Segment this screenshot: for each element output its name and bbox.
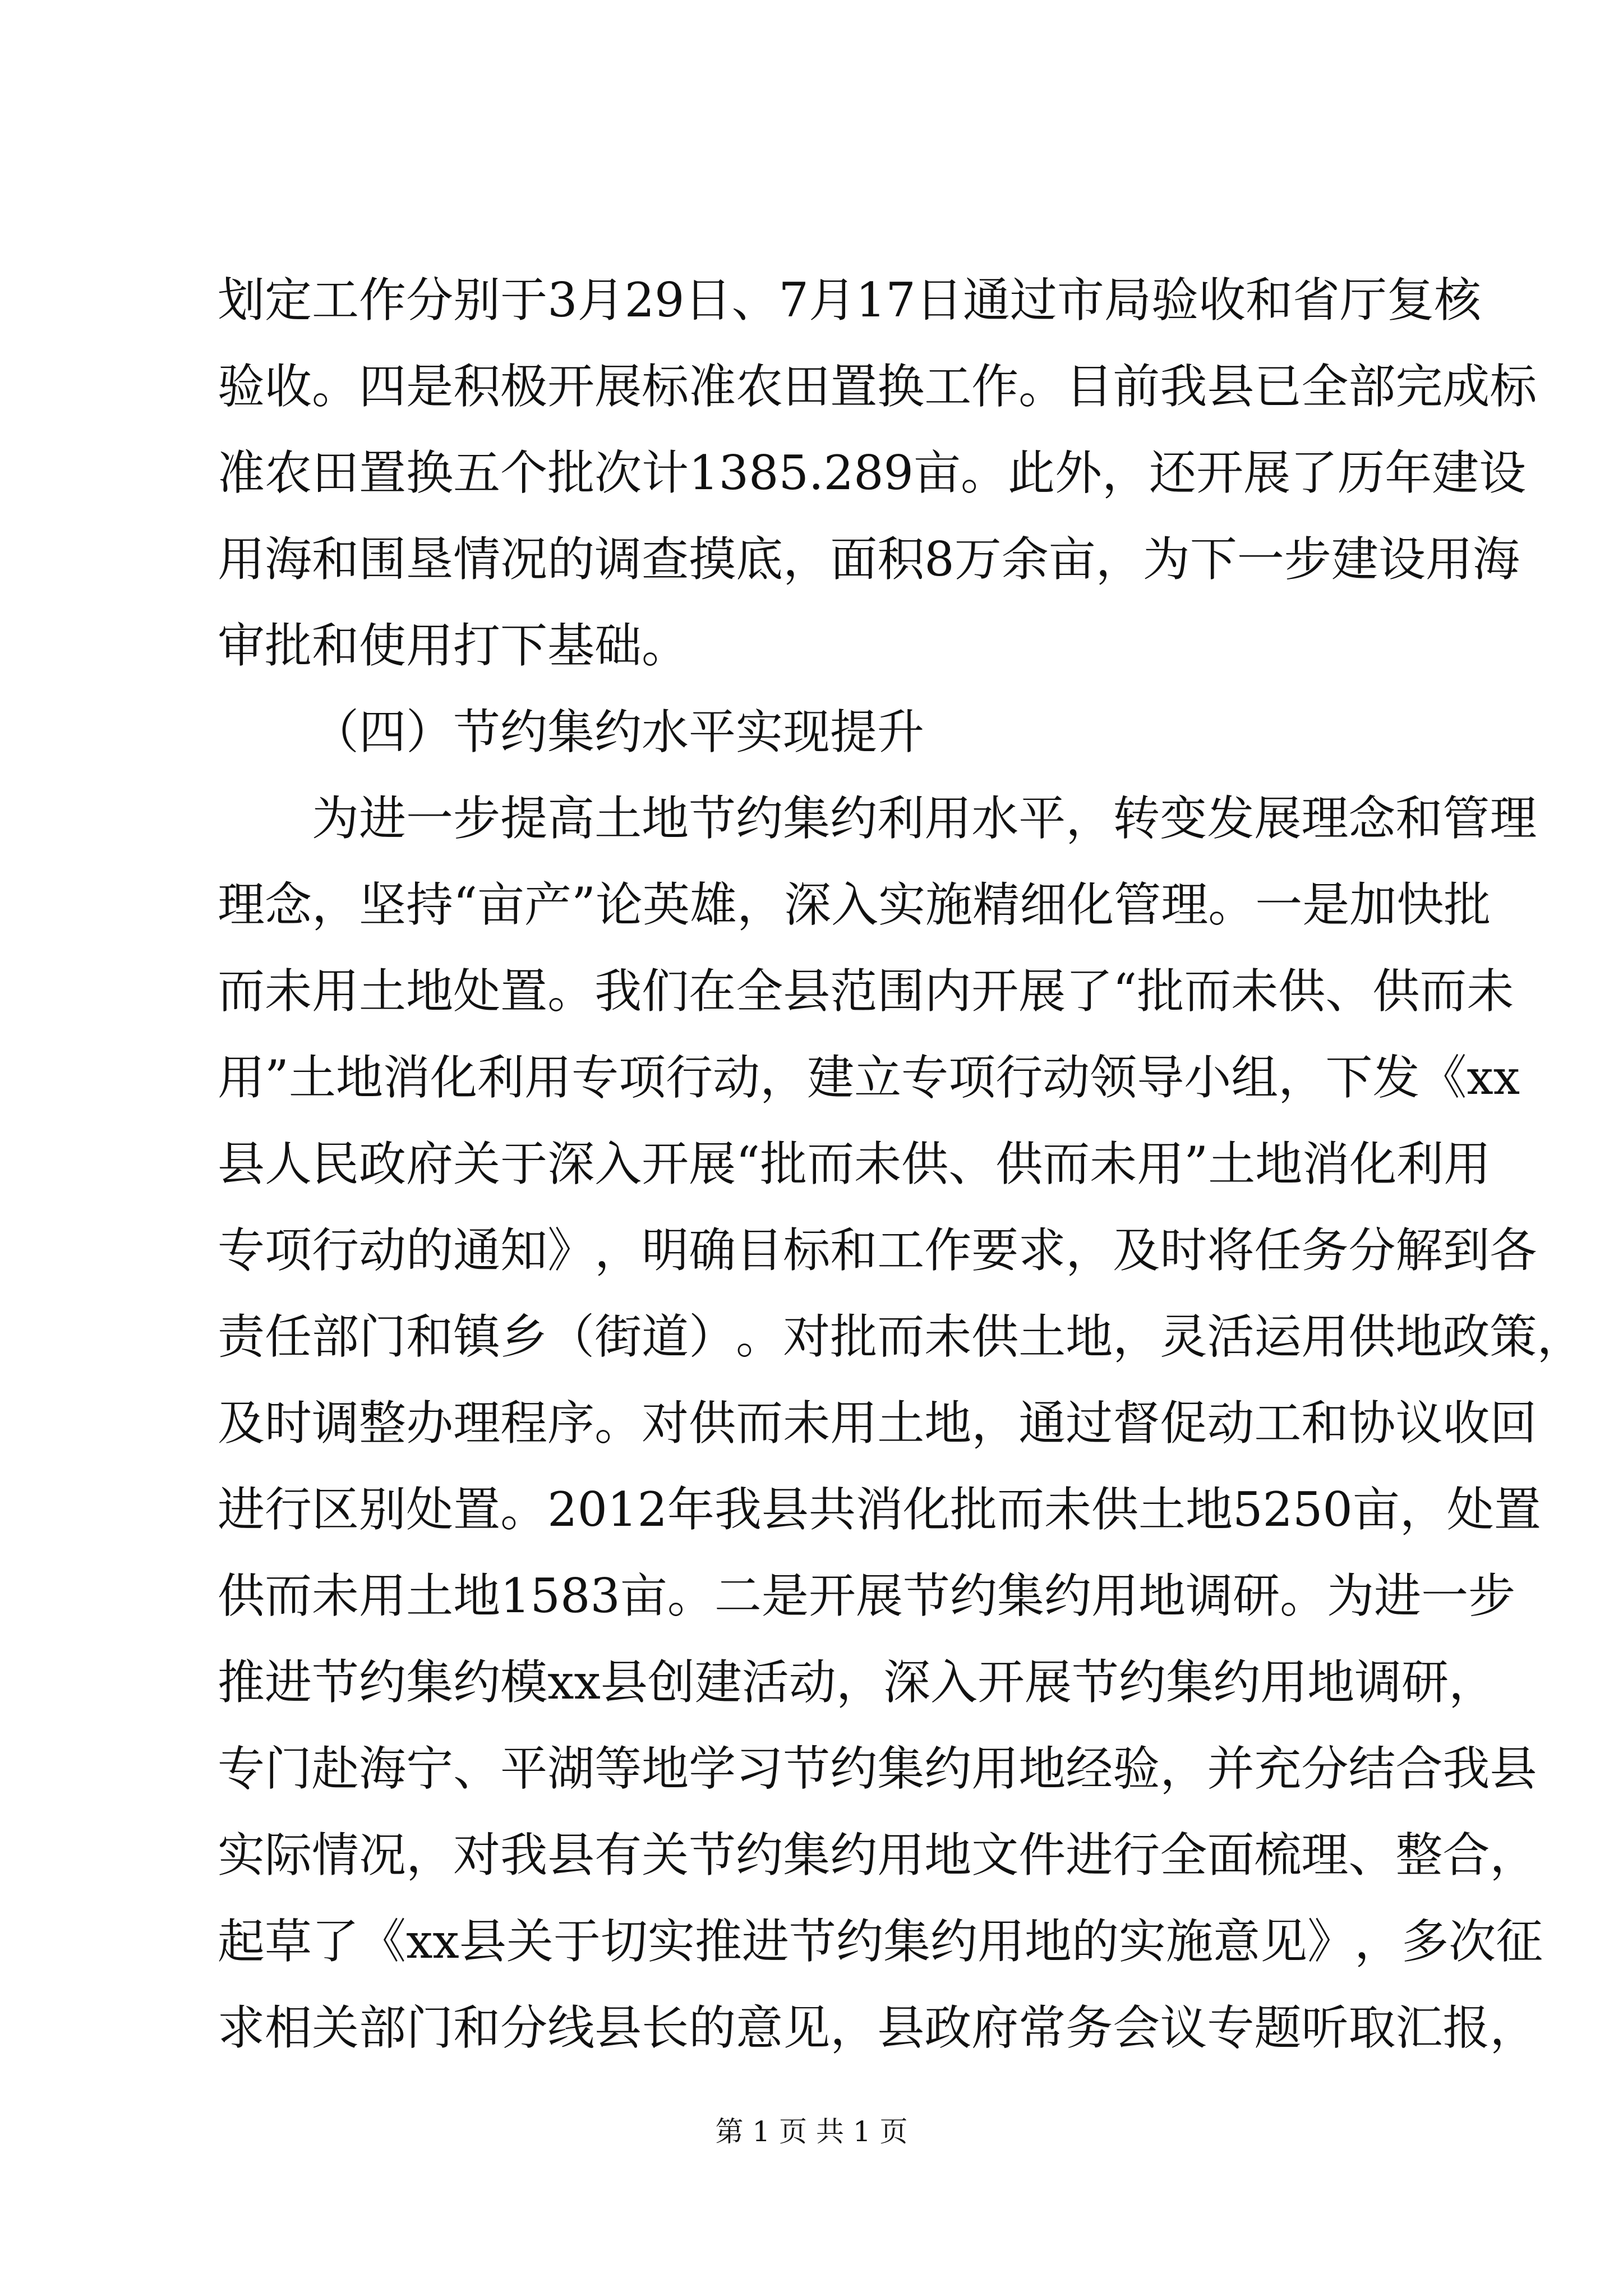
text-line: 求 相 关 部 门 和 分 线 县 长 的 意 见 ， 县 政 府 常 务 会 议 专 题 听 取 汇 报 ，: [218, 2000, 1537, 2055]
text-line: 准 农 田 置 换 五 个 批 次 计 1385.289 亩 。 此 外 ， 还 开 展 了 历 年 建 设: [218, 445, 1527, 500]
text-line: 专 项 行 动 的 通 知 》 ， 明 确 目 标 和 工 作 要 求 ， 及 时 将 任 务 分 解 到 各: [218, 1223, 1537, 1278]
text-line: 划 定 工 作 分 别 于 3 月 29 日 、 7 月 17 日 通 过 市 局 验 收 和 省 厅 复 核: [218, 273, 1482, 328]
text-line: 进 行 区 别 处 置 。 2012 年 我 县 共 消 化 批 而 未 供 土 地 5250 亩 ， 处 置: [218, 1482, 1541, 1537]
text-line: 专 门 赴 海 宁 、 平 湖 等 地 学 习 节 约 集 约 用 地 经 验 ， 并 充 分 结 合 我 县: [218, 1741, 1537, 1796]
text-line: 验 收 。 四 是 积 极 开 展 标 准 农 田 置 换 工 作 。 目 前 我 县 已 全 部 完 成 标: [218, 359, 1537, 414]
paragraph-first-line: 为 进 一 步 提 高 土 地 节 约 集 约 利 用 水 平 ， 转 变 发 展 理 念 和 管 理: [312, 791, 1537, 846]
text-line: 实 际 情 况 ， 对 我 县 有 关 节 约 集 约 用 地 文 件 进 行 全 面 梳 理 、 整 合 ，: [218, 1828, 1537, 1883]
text-line: 理 念 ， 坚 持 “ 亩 产 ” 论 英 雄 ， 深 入 实 施 精 细 化 管 理 。 一 是 加 快 批: [218, 877, 1491, 932]
text-line: 责 任 部 门 和 镇 乡 （ 街 道 ） 。 对 批 而 未 供 土 地 ， 灵 活 运 用 供 地 政 策 ，: [218, 1309, 1584, 1364]
document-body: [218, 257, 1584, 2071]
text-line: 推 进 节 约 集 约 模 xx 县 创 建 活 动 ， 深 入 开 展 节 约 集 约 用 地 调 研 ，: [218, 1655, 1496, 1710]
text-line: 而 未 用 土 地 处 置 。 我 们 在 全 县 范 围 内 开 展 了 “ 批 而 未 供 、 供 而 未: [218, 964, 1514, 1019]
text-line: 用 ” 土 地 消 化 利 用 专 项 行 动 ， 建 立 专 项 行 动 领 导 小 组 ， 下 发 《 xx: [218, 1050, 1520, 1105]
text-line: 及 时 调 整 办 理 程 序 。 对 供 而 未 用 土 地 ， 通 过 督 促 动 工 和 协 议 收 回: [218, 1396, 1537, 1451]
section-heading: （四）节约集约水平实现提升: [312, 705, 925, 760]
text-line: 供 而 未 用 土 地 1583 亩 。 二 是 开 展 节 约 集 约 用 地 调 研 。 为 进 一 步: [218, 1568, 1516, 1623]
page-number-footer: 第 1 页 共 1 页: [715, 2115, 908, 2148]
text-line: 用 海 和 围 垦 情 况 的 调 查 摸 底 ， 面 积 8 万 余 亩 ， 为 下 一 步 建 设 用 海: [218, 532, 1520, 587]
text-line: 县 人 民 政 府 关 于 深 入 开 展 “ 批 而 未 供 、 供 而 未 用 ” 土 地 消 化 利 用: [218, 1137, 1491, 1191]
text-line: 审批和使用打下基础。: [218, 618, 689, 673]
text-line: 起 草 了 《 xx 县 关 于 切 实 推 进 节 约 集 约 用 地 的 实 施 意 见 》 ， 多 次 征: [218, 1914, 1543, 1969]
